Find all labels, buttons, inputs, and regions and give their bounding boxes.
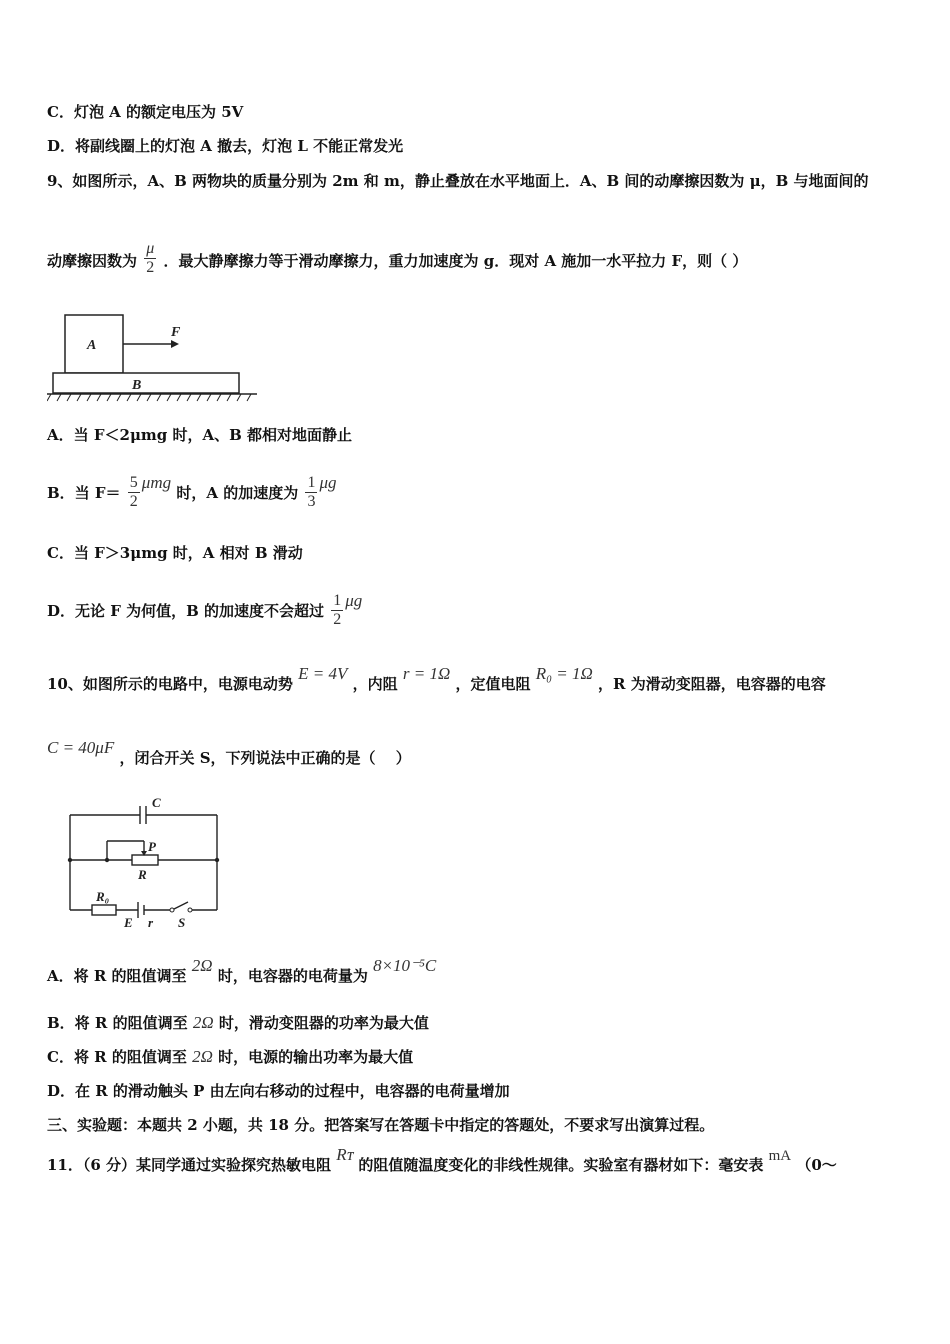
q10-option-d: D．在 R 的滑动触头 P 由左向右移动的过程中，电容器的电荷量增加 <box>47 1082 510 1100</box>
q11-suffix: （0～ <box>796 1156 837 1174</box>
q10-stem-line1 <box>47 664 826 694</box>
fraction-denominator: 2 <box>333 611 342 628</box>
q10-option-b <box>47 1013 429 1033</box>
q11-prefix: 11．（6 分）某同学通过实验探究热敏电阻 <box>47 1156 332 1174</box>
fraction-denominator: 3 <box>307 493 316 510</box>
q10-stem-part-c: ，定值电阻 <box>455 675 531 693</box>
fraction-numerator: 1 <box>307 474 316 491</box>
q9-option-b <box>47 474 337 511</box>
junction-right <box>215 858 219 862</box>
fraction-denominator: 2 <box>129 493 138 510</box>
q10c-suffix: 时，电源的输出功率为最大值 <box>218 1048 414 1066</box>
q9-stem-pre: 动摩擦因数为 <box>47 252 138 270</box>
q10-emf: E = 4V <box>298 664 348 683</box>
label-slider: P <box>148 839 156 854</box>
q9b-fraction-1 <box>128 474 140 511</box>
fraction-denominator: 2 <box>146 259 155 276</box>
q11-middle: 的阻值随温度变化的非线性规律。实验室有器材如下：毫安表 <box>358 1156 764 1174</box>
label-rheostat: R <box>138 867 147 882</box>
q9b-math-mug: μg <box>319 473 337 492</box>
q10-internal-resistance: r = 1Ω <box>402 664 451 683</box>
q9b-prefix: B．当 F＝ <box>47 484 121 502</box>
q9-mu-fraction <box>144 240 156 277</box>
q9-option-d <box>47 592 362 629</box>
switch-pivot <box>170 908 174 912</box>
q10b-resistance: 2Ω <box>192 1013 214 1032</box>
q10b-prefix: B．将 R 的阻值调至 <box>47 1014 188 1032</box>
label-capacitor: C <box>152 795 161 810</box>
q10b-suffix: 时，滑动变阻器的功率为最大值 <box>218 1014 429 1032</box>
fraction-numerator: μ <box>146 240 155 257</box>
q10-stem-part-b: ，内阻 <box>352 675 398 693</box>
q9-figure-blocks <box>47 310 267 410</box>
switch-contact <box>188 908 192 912</box>
label-emf: E <box>124 915 133 930</box>
q10-circuit-figure <box>62 793 232 933</box>
q9-stem-line1: 9、如图所示，A、B 两物块的质量分别为 2m 和 m，静止叠放在水平地面上．A、B 间的动摩擦因数为 μ，B 与地面间的 <box>47 172 869 190</box>
q10a-middle: 时，电容器的电荷量为 <box>217 967 368 985</box>
q10-option-c <box>47 1047 413 1067</box>
label-switch: S <box>178 915 186 930</box>
section-3-heading: 三、实验题：本题共 2 小题，共 18 分。把答案写在答题卡中指定的答题处，不要求写出演算过程。 <box>47 1116 715 1134</box>
q9-option-a: A．当 F＜2μmg 时，A、B 都相对地面静止 <box>47 426 353 444</box>
q10c-prefix: C．将 R 的阻值调至 <box>47 1048 187 1066</box>
label-internal-r: r <box>148 915 154 930</box>
q10-stem-part-d: ，R 为滑动变阻器，电容器的电容 <box>598 675 826 693</box>
q10a-resistance: 2Ω <box>191 956 213 975</box>
q10-stem-question: ，闭合开关 S，下列说法中正确的是（ ） <box>119 749 411 767</box>
q10a-prefix: A．将 R 的阻值调至 <box>47 967 187 985</box>
q10-fixed-resistance: R₀ = 1Ω <box>535 664 593 683</box>
q8-option-c: C．灯泡 A 的额定电压为 5V <box>47 103 244 121</box>
q11-milliammeter: mA <box>768 1148 792 1164</box>
fraction-numerator: 1 <box>333 592 342 609</box>
fraction-numerator: 5 <box>129 474 138 491</box>
q11-thermistor: Rᴛ <box>336 1145 354 1164</box>
q10-stem-part-a: 10、如图所示的电路中，电源电动势 <box>47 675 293 693</box>
q9-stem-post: ．最大静摩擦力等于滑动摩擦力，重力加速度为 g．现对 A 施加一水平拉力 F，则（ ） <box>163 252 748 270</box>
q11-stem <box>47 1145 837 1176</box>
label-fixed-resistor: R₀ <box>96 889 110 904</box>
q9d-fraction <box>331 592 343 629</box>
block-b <box>53 373 239 393</box>
block-a-label: A <box>87 338 97 353</box>
q9-option-c: C．当 F＞3μmg 时，A 相对 B 滑动 <box>47 544 303 562</box>
q9d-math-mug: μg <box>345 591 363 610</box>
q10-stem-line2 <box>47 738 411 768</box>
q9d-prefix: D．无论 F 为何值，B 的加速度不会超过 <box>47 602 325 620</box>
junction-slider <box>105 858 109 862</box>
q10-option-a <box>47 956 437 986</box>
q8-option-d: D．将副线圈上的灯泡 A 撤去，灯泡 L 不能正常发光 <box>47 137 404 155</box>
force-arrow-head <box>171 340 179 348</box>
q9b-math-mumg: μmg <box>141 473 172 492</box>
block-b-label: B <box>132 378 142 393</box>
q9b-middle: 时，A 的加速度为 <box>176 484 299 502</box>
force-label: F <box>171 325 181 340</box>
junction-left <box>68 858 72 862</box>
q10-capacitance: C = 40μF <box>47 738 115 757</box>
q10a-charge: 8×10⁻⁵C <box>373 956 437 975</box>
ground-hatching <box>47 394 251 401</box>
q10c-resistance: 2Ω <box>192 1047 213 1066</box>
q9b-fraction-2 <box>305 474 317 511</box>
q9-stem-line2 <box>47 240 747 277</box>
